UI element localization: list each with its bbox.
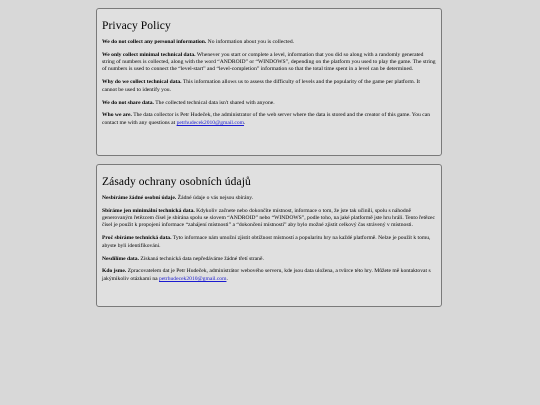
- paragraph-heading: We do not collect any personal information.: [102, 39, 207, 45]
- privacy-policy-english-panel: [96, 8, 442, 156]
- paragraph-text: Kdykoliv začnete nebo dokončíte místnost, informace o tom, že jste tak učinili, spolu s náhodně generovaným řetězcem čísel je sbírána spolu se slovem “ANDROID” nebo “WINDOWS”, podle toho, na jaké platformě jste hru hráli. Tento řetězec čísel je použit k propojení informace “zahájení místnosti” a “dokončení místnosti” aby bylo možné zjistit celkový čas strávený v místnosti.: [102, 207, 435, 229]
- paragraph-heading: Who we are.: [102, 112, 132, 119]
- paragraph-text: This information allows us to assess the difficulty of levels and the popularity of the game per platform. It cannot be used to identify you.: [102, 79, 420, 93]
- paragraph-heading: Proč sbíráme technická data.: [102, 235, 172, 242]
- paragraph-heading: Kdo jsme.: [102, 268, 127, 275]
- policy-paragraph-no-personal-info: [102, 195, 436, 202]
- page-title: Privacy Policy: [102, 20, 171, 32]
- section-title: Zásady ochrany osobních údajů: [102, 176, 251, 188]
- privacy-policy-czech-panel: [96, 164, 442, 307]
- paragraph-tail: .: [226, 275, 228, 282]
- paragraph-heading: Why do we collect technical data.: [102, 79, 182, 86]
- paragraph-heading: Sbíráme jen minimální technická data.: [102, 207, 195, 214]
- paragraph-text: Žádné údaje o vás nejsou sbírány.: [176, 195, 254, 201]
- paragraph-text: No information about you is collected.: [206, 39, 295, 45]
- paragraph-heading: We do not share data.: [102, 99, 154, 106]
- policy-paragraph-who-we-are: [102, 268, 436, 283]
- paragraph-heading: Nesdílíme data.: [102, 255, 139, 262]
- contact-email-link[interactable]: petrhudecek2010@gmail.com: [176, 119, 245, 126]
- policy-paragraph-no-sharing: [102, 100, 436, 107]
- paragraph-heading: We only collect minimal technical data.: [102, 51, 196, 58]
- contact-email-link[interactable]: petrhudecek2010@gmail.com: [159, 275, 227, 282]
- policy-paragraph-minimal-data: [102, 208, 436, 230]
- paragraph-heading: Nesbíráme žádné osobní údaje.: [102, 195, 177, 201]
- paragraph-text: Získaná technická data nepředáváme žádné třetí straně.: [138, 255, 264, 262]
- paragraph-text: The collected technical data isn't shared with anyone.: [153, 99, 275, 106]
- policy-paragraph-who-we-are: [102, 112, 436, 127]
- policy-paragraph-why-collect: [102, 235, 436, 250]
- policy-paragraph-minimal-data: [102, 52, 436, 74]
- paragraph-text: Zpracovatelem dat je Petr Hudeček, administrátor webového serveru, kde jsou data uložena, a tvůrce této hry. Můžete mě kontaktovat s jakýmikoliv otázkami na: [102, 268, 431, 282]
- policy-paragraph-no-personal-info: [102, 39, 436, 46]
- paragraph-text: Whenever you start or complete a level, information that you did so along with a randomly generated string of numbers is collected, along with the word “ANDROID” or “WINDOWS”, depending on the platform you used to play the game. The string of numbers is used to connect the “level-start” and “level-completion” information so that the total time spent in a level can be determined.: [102, 51, 436, 73]
- policy-paragraph-no-sharing: [102, 256, 436, 263]
- paragraph-tail: .: [244, 119, 246, 126]
- paragraph-text: The data collector is Petr Hudeček, the administrator of the web server where the data is stored and the creator of this game. You can contact me with any questions at: [102, 112, 431, 126]
- policy-paragraph-why-collect: [102, 79, 436, 94]
- paragraph-text: Tyto informace nám umožní zjistit obtížnost místností a popularitu hry na každé platformě. Nelze je použít k tomu, abyste byli identifikováni.: [102, 235, 431, 249]
